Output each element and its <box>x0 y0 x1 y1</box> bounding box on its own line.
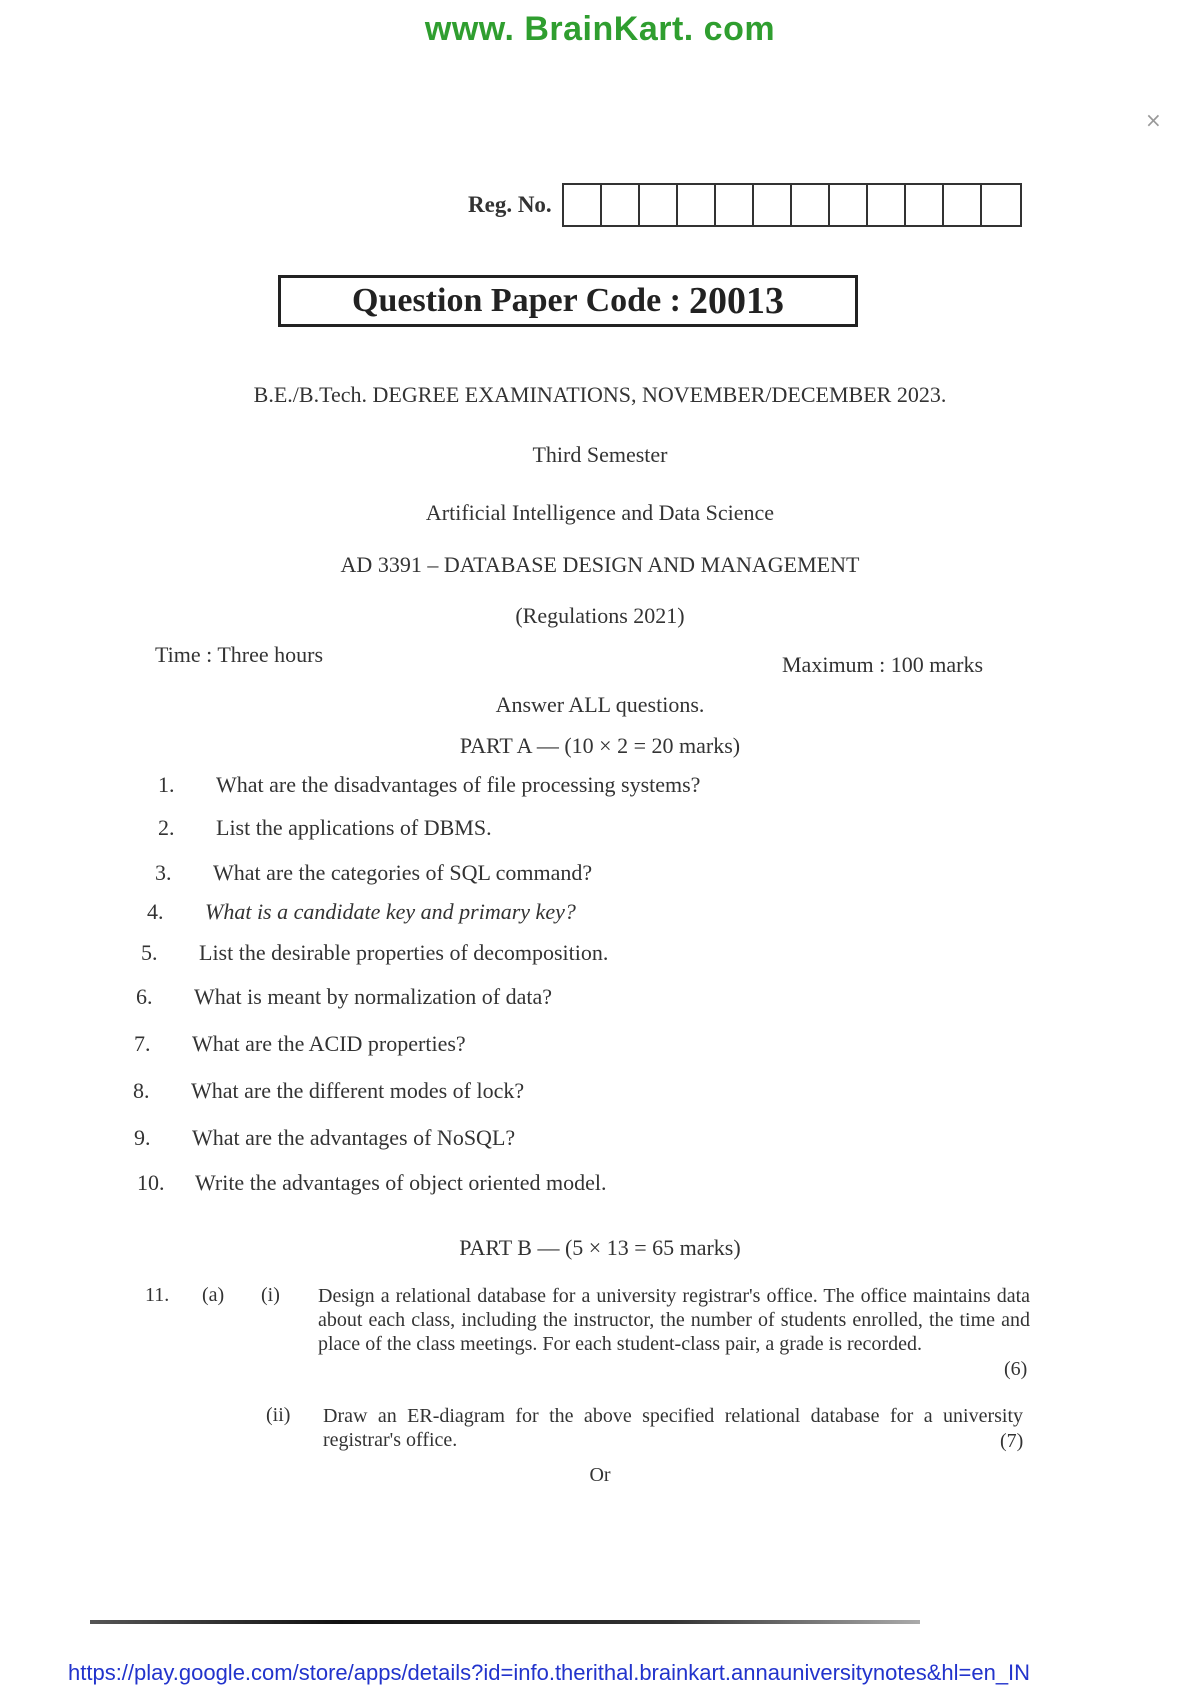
reg-box <box>792 185 830 225</box>
or-separator: Or <box>589 1464 611 1486</box>
paper-code-number: 20013 <box>688 280 784 322</box>
question-11-a-i-marks: (6) <box>1004 1358 1028 1380</box>
reg-box <box>716 185 754 225</box>
question-row <box>158 772 700 798</box>
question-paper-code-box <box>278 275 858 327</box>
question-11-a-label: (a) <box>202 1284 225 1306</box>
question-row <box>147 899 576 925</box>
bottom-rule <box>90 1620 920 1624</box>
question-number: 4. <box>147 899 164 924</box>
reg-box <box>944 185 982 225</box>
reg-number-row <box>468 183 1022 227</box>
question-11-a-i-text: Design a relational database for a university registrar's office. The office maintains data about each class, including the instructor, the number of students enrolled, the time and place of the class meetings. For each student-class pair, a grade is recorded. <box>318 1285 1030 1355</box>
paper-code-label: Question Paper Code : <box>352 282 681 319</box>
reg-box <box>982 185 1020 225</box>
reg-box <box>754 185 792 225</box>
question-text: What are the ACID properties? <box>192 1031 466 1056</box>
question-number: 7. <box>134 1031 151 1056</box>
question-text: What are the different modes of lock? <box>191 1078 525 1103</box>
part-b-heading: PART B — (5 × 13 = 65 marks) <box>459 1235 741 1260</box>
question-number: 1. <box>158 772 175 797</box>
question-11-a-i-label: (i) <box>261 1284 280 1306</box>
reg-box <box>564 185 602 225</box>
exam-title: B.E./B.Tech. DEGREE EXAMINATIONS, NOVEMBER/DECEMBER 2023. <box>253 382 947 407</box>
question-11-a-ii-marks: (7) <box>1000 1430 1024 1452</box>
question-row <box>155 860 592 886</box>
question-row <box>134 1125 515 1151</box>
question-number: 10. <box>137 1170 165 1195</box>
question-text: What are the disadvantages of file processing systems? <box>216 772 701 797</box>
maximum-marks: Maximum : 100 marks <box>782 652 984 677</box>
site-header: www. BrainKart. com <box>424 10 776 48</box>
question-row <box>137 1170 606 1196</box>
reg-number-boxes <box>562 183 1022 227</box>
question-number: 3. <box>155 860 172 885</box>
question-row <box>158 815 492 841</box>
regulations: (Regulations 2021) <box>515 603 685 628</box>
question-11-a-ii-text: Draw an ER-diagram for the above specified relational database for a university registrar's office. <box>323 1405 1023 1451</box>
course-title: AD 3391 – DATABASE DESIGN AND MANAGEMENT <box>340 552 860 577</box>
question-number: 6. <box>136 984 153 1009</box>
question-row <box>141 940 608 966</box>
question-text: List the desirable properties of decomposition. <box>199 940 609 965</box>
question-text: What is a candidate key and primary key? <box>205 899 576 924</box>
question-11-number: 11. <box>145 1284 170 1306</box>
reg-box <box>678 185 716 225</box>
time-allowed: Time : Three hours <box>155 642 324 667</box>
reg-box <box>868 185 906 225</box>
question-11-a-ii-label: (ii) <box>266 1404 291 1426</box>
reg-number-label: Reg. No. <box>468 192 552 217</box>
question-row <box>133 1078 524 1104</box>
corner-x-mark: × <box>1145 108 1162 132</box>
question-text: What is meant by normalization of data? <box>194 984 552 1009</box>
question-number: 2. <box>158 815 175 840</box>
instruction: Answer ALL questions. <box>495 692 705 717</box>
reg-box <box>602 185 640 225</box>
question-number: 9. <box>134 1125 151 1150</box>
question-row <box>134 1031 466 1057</box>
semester: Third Semester <box>532 442 668 467</box>
question-text: List the applications of DBMS. <box>216 815 492 840</box>
reg-box <box>640 185 678 225</box>
question-number: 8. <box>133 1078 150 1103</box>
question-number: 5. <box>141 940 158 965</box>
reg-box <box>830 185 868 225</box>
question-text: What are the advantages of NoSQL? <box>192 1125 516 1150</box>
question-text: Write the advantages of object oriented model. <box>195 1170 607 1195</box>
reg-box <box>906 185 944 225</box>
question-text: What are the categories of SQL command? <box>213 860 593 885</box>
question-row <box>136 984 552 1010</box>
part-a-heading: PART A — (10 × 2 = 20 marks) <box>459 733 741 758</box>
footer-url-link[interactable]: https://play.google.com/store/apps/details?id=info.therithal.brainkart.annauniversitynotes&hl=en_IN <box>68 1660 1031 1685</box>
department: Artificial Intelligence and Data Science <box>425 500 775 525</box>
